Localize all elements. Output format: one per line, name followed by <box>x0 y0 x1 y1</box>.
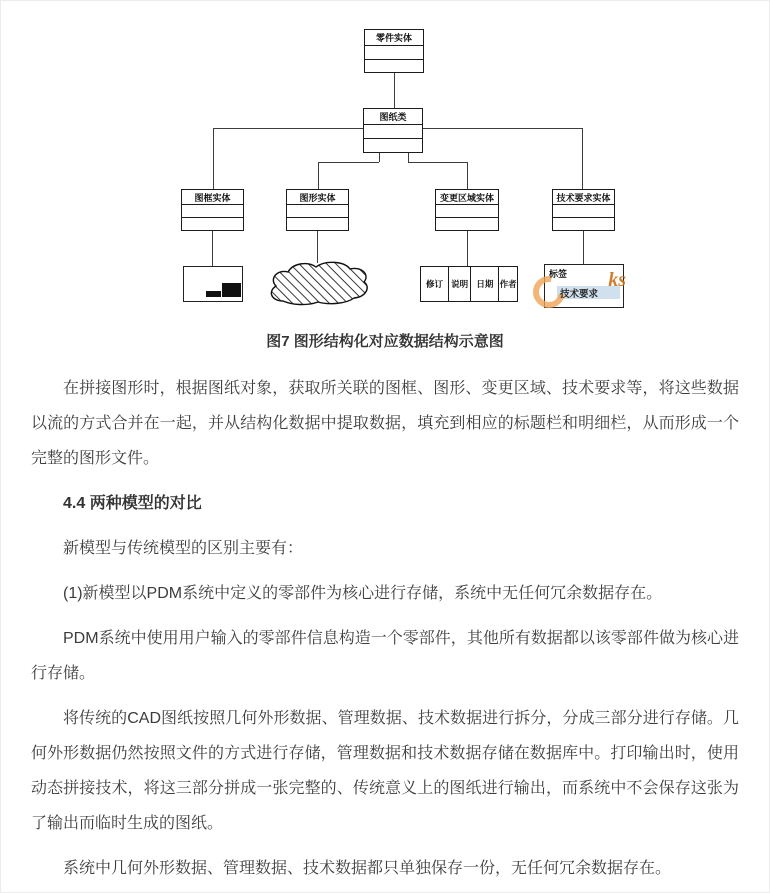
class-box-frame-entity <box>181 189 244 231</box>
connector-line <box>423 128 582 129</box>
class-box-graphic-entity <box>286 189 349 231</box>
drawing-frame-shape <box>183 266 243 302</box>
connector-line <box>379 153 380 162</box>
class-box-part-entity <box>364 29 424 73</box>
article-body <box>1 351 769 886</box>
revision-table <box>420 266 518 302</box>
class-attributes-compartment <box>287 205 348 217</box>
connector-line <box>394 73 395 108</box>
cloud-graphic <box>267 260 371 306</box>
title-block-mark <box>222 283 241 294</box>
connector-line <box>583 231 584 264</box>
revision-table-cell: 作者 <box>499 279 517 289</box>
class-box-tech-req-entity <box>552 189 615 231</box>
class-box-title: 图形实体 <box>287 190 348 205</box>
connector-line <box>467 162 468 189</box>
connector-line <box>408 153 409 162</box>
revision-table-cell: 日期 <box>471 267 499 301</box>
structure-diagram <box>1 1 769 316</box>
class-operations-compartment <box>287 217 348 230</box>
label-tag-text: 标签 <box>549 269 568 279</box>
paragraph: 将传统的CAD图纸按照几何外形数据、管理数据、技术数据进行拆分，分成三部分进行存储。几何外形数据仍然按照文件的方式进行存储，管理数据和技术数据存储在数据库中。打印输出时，使用动态拼接技术，将这三部分拼成一张完整的、传统意义上的图纸进行输出，而系统中不会保存这张为了输出而临时生成的图纸。 <box>31 710 739 832</box>
class-attributes-compartment <box>364 125 422 138</box>
connector-line <box>408 162 467 163</box>
connector-line <box>582 128 583 189</box>
revision-table-cell: 说明 <box>449 267 471 301</box>
class-box-title: 变更区域实体 <box>436 190 498 205</box>
class-box-drawing-class <box>363 108 423 153</box>
class-operations-compartment <box>436 217 498 230</box>
tech-req-label-box <box>544 264 624 308</box>
class-attributes-compartment <box>182 205 243 217</box>
connector-line <box>213 128 214 189</box>
connector-line <box>213 128 364 129</box>
class-box-change-area-entity <box>435 189 499 231</box>
class-attributes-compartment <box>365 46 423 59</box>
section-heading: 4.4 两种模型的对比 <box>63 495 202 512</box>
paragraph: PDM系统中使用用户输入的零部件信息构造一个零部件，其他所有数据都以该零部件做为核心进行存储。 <box>31 630 739 682</box>
class-operations-compartment <box>182 217 243 230</box>
connector-line <box>467 231 468 266</box>
class-box-title: 零件实体 <box>365 30 423 46</box>
class-attributes-compartment <box>436 205 498 217</box>
connector-line <box>317 231 318 263</box>
connector-line <box>318 162 379 163</box>
class-box-title: 图框实体 <box>182 190 243 205</box>
title-block-mark <box>206 291 221 297</box>
paragraph: 在拼接图形时，根据图纸对象，获取所关联的图框、图形、变更区域、技术要求等，将这些数据以流的方式合并在一起，并从结构化数据中提取数据，填充到相应的标题栏和明细栏，从而形成一个完整的图形文件。 <box>31 380 739 467</box>
paragraph: 新模型与传统模型的区别主要有： <box>63 540 304 557</box>
connector-line <box>212 231 213 266</box>
class-box-title: 技术要求实体 <box>553 190 614 205</box>
connector-line <box>318 162 319 189</box>
class-attributes-compartment <box>553 205 614 217</box>
title-block-mark <box>222 294 241 297</box>
paragraph: (1)新模型以PDM系统中定义的零部件为核心进行存储，系统中无任何冗余数据存在。 <box>63 585 663 602</box>
watermark-ks-text: ks <box>608 269 626 291</box>
class-operations-compartment <box>365 59 423 73</box>
cloud-shape <box>267 260 371 306</box>
class-operations-compartment <box>364 138 422 152</box>
paragraph: 系统中几何外形数据、管理数据、技术数据都只单独保存一份，无任何冗余数据存在。 <box>63 860 672 877</box>
figure-caption: 图7 图形结构化对应数据结构示意图 <box>266 333 504 350</box>
revision-table-cell: 修订 <box>421 267 449 301</box>
class-box-title: 图纸类 <box>364 109 422 125</box>
tech-req-text: 技术要求 <box>560 289 599 300</box>
class-operations-compartment <box>553 217 614 230</box>
